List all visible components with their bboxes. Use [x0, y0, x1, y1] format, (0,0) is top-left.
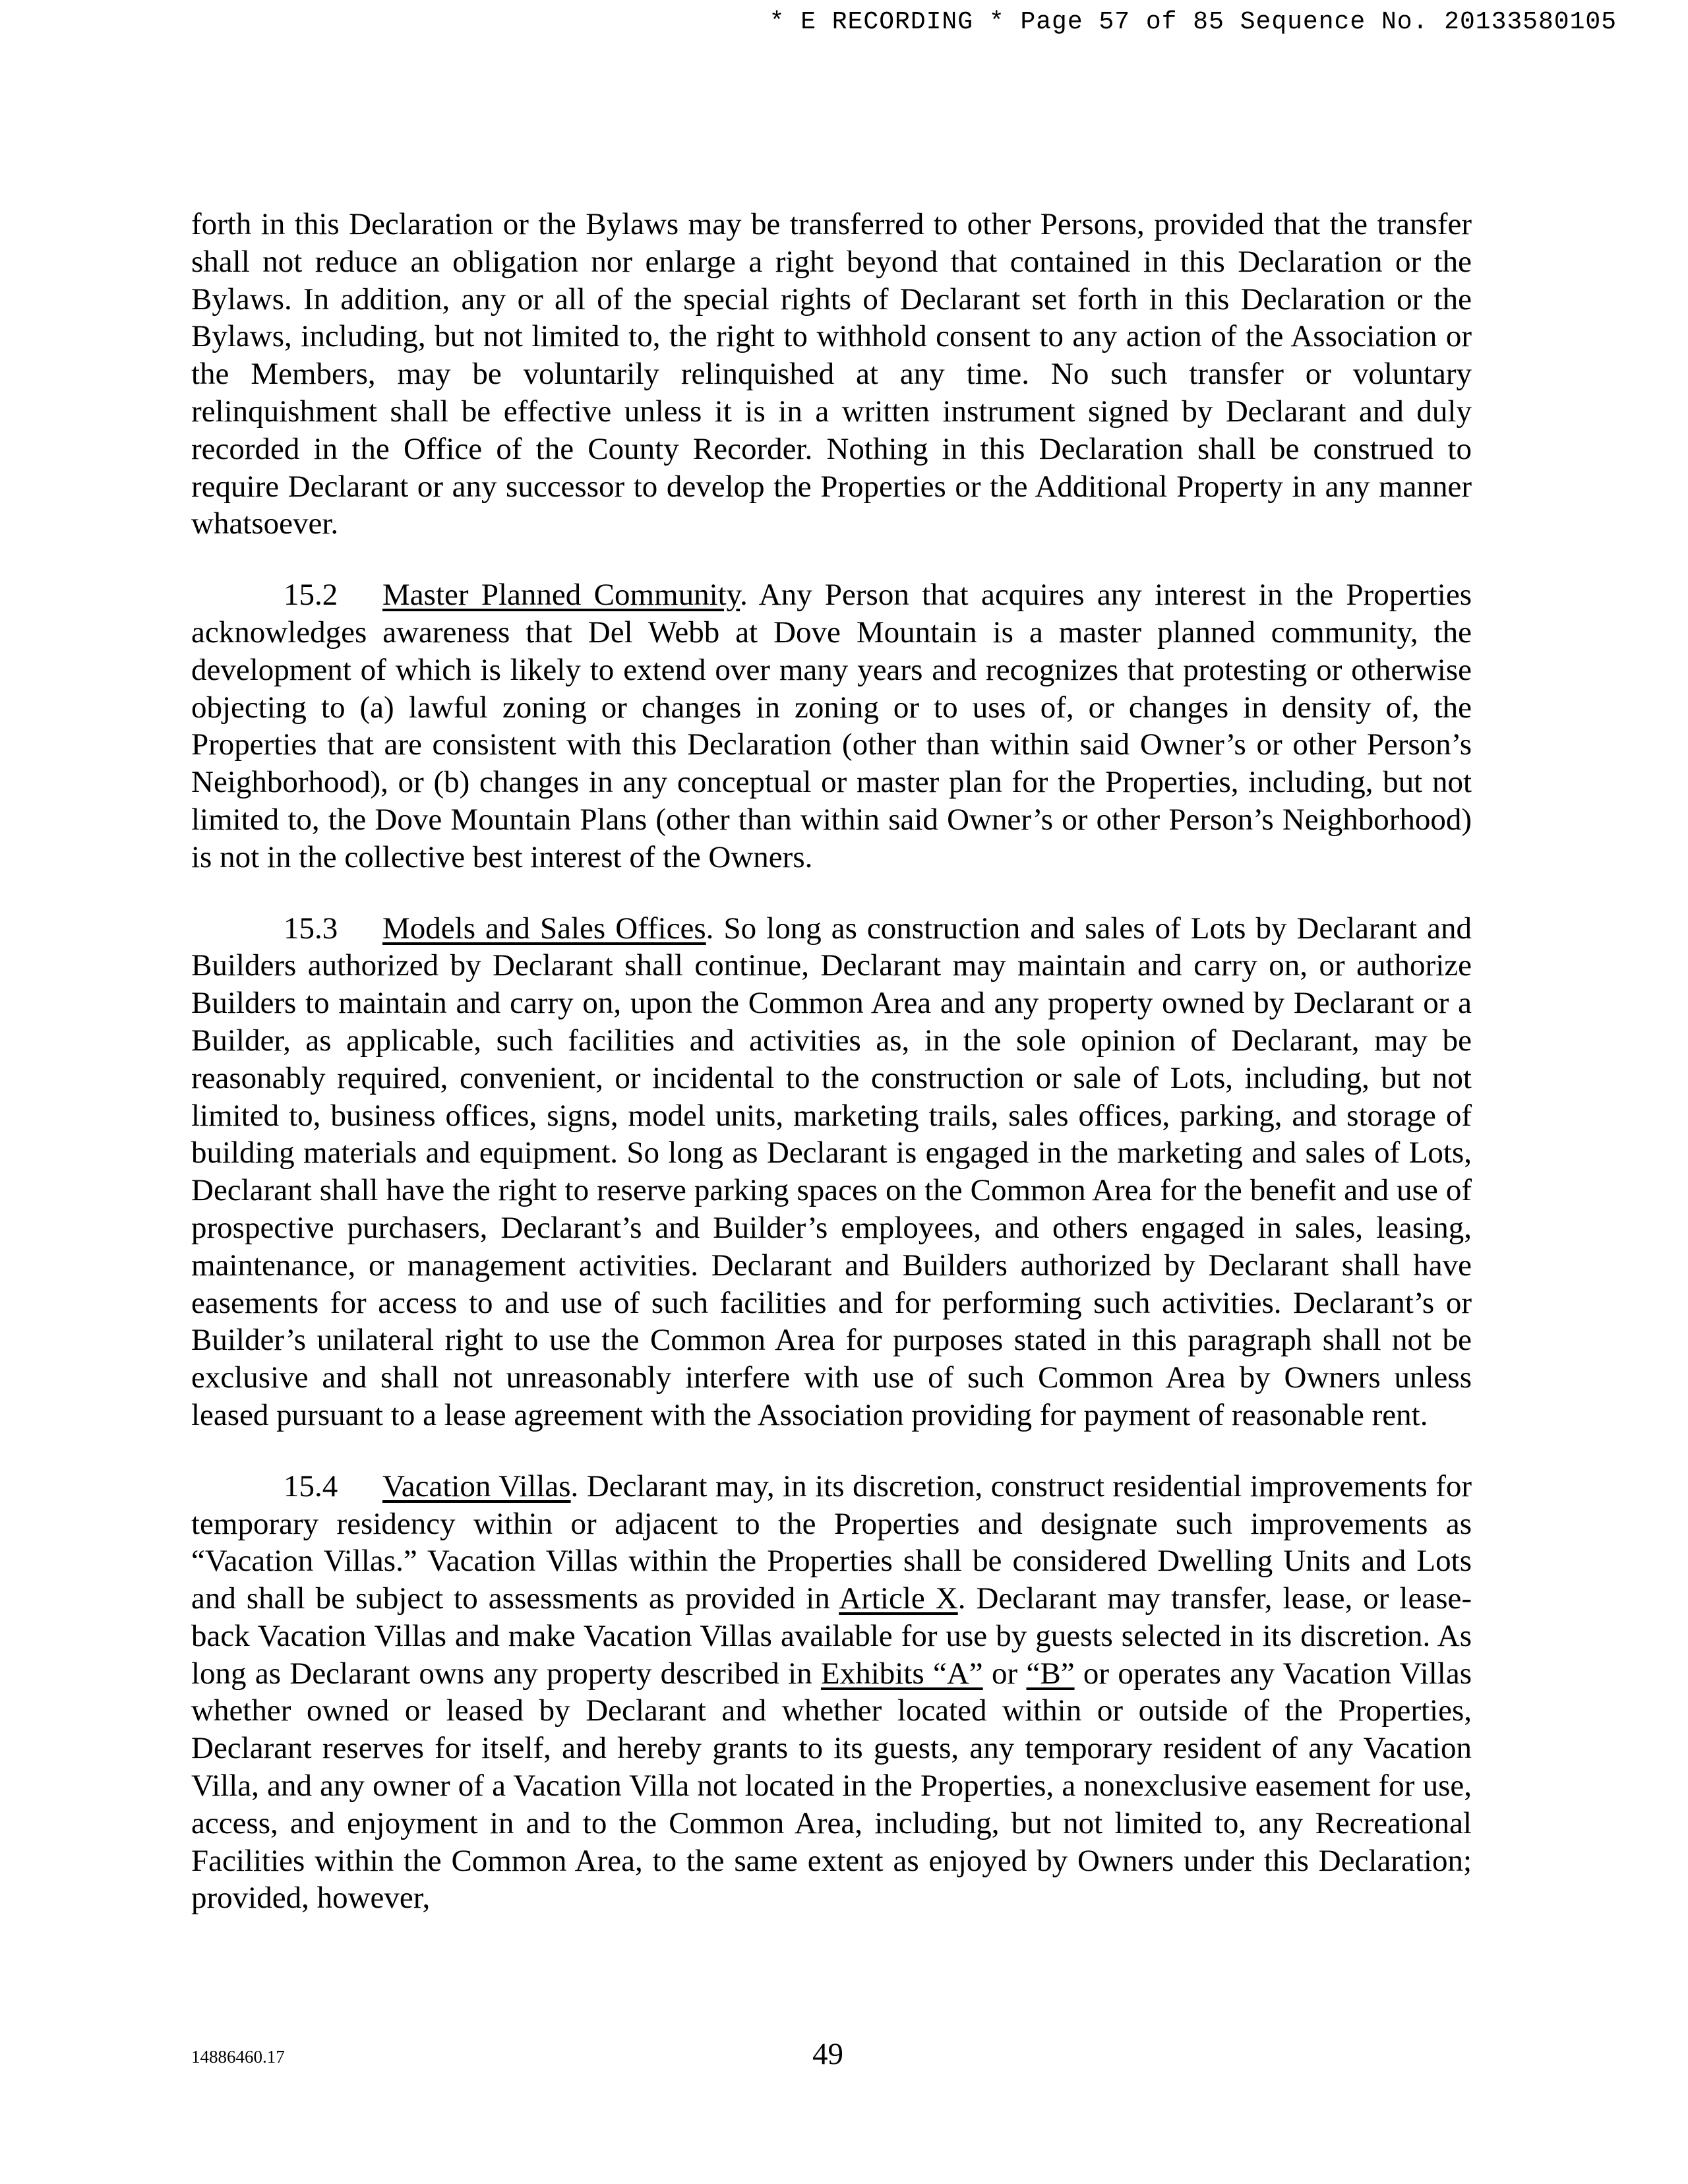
article-reference: Article X — [839, 1581, 958, 1616]
section-15-2 — [191, 576, 1472, 876]
section-heading: Models and Sales Offices — [382, 911, 706, 946]
section-text: . So long as construction and sales of Lots by Declarant and Builders authorized by Declarant shall continue, Declarant may maintain and carry on, or authorize Builders to maintain and carry on, upon the Common Area and any property owned by Declarant or a Builder, as applicable, such facilities and activities as, in the sole opinion of Declarant, may be reasonably required, convenient, or incidental to the construction or sale of Lots, including, but not limited to, business offices, signs, model units, marketing trails, sales offices, parking, and storage of building materials and equipment. So long as Declarant is engaged in the marketing and sales of Lots, Declarant shall have the right to reserve parking spaces on the Common Area for the benefit and use of prospective purchasers, Declarant’s and Builder’s employees, and others engaged in sales, leasing, maintenance, or management activities. Declarant and Builders authorized by Declarant shall have easements for access to and use of such facilities and for performing such activities. Declarant’s or Builder’s unilateral right to use the Common Area for purposes stated in this paragraph shall not be exclusive and shall not unreasonably interfere with use of such Common Area by Owners unless leased pursuant to a lease agreement with the Association providing for payment of reasonable rent. — [191, 911, 1472, 1432]
document-id: 14886460.17 — [191, 2047, 285, 2067]
section-number: 15.3 — [284, 911, 338, 946]
section-heading: Vacation Villas — [382, 1469, 571, 1503]
section-text: . Declarant may, in its discretion, construct residential improvements for temporary residency within or adjacent to the Properties and designate such improvements as “Vacation Villas.” Vacation Villas within the Properties shall be considered Dwelling Units and Lots and shall be subject to assessments as provided in — [191, 1469, 1472, 1616]
section-text: . Declarant may transfer, lease, or lease-back Vacation Villas and make Vacation Villas available for use by guests selected in its discretion. As long as Declarant owns any property described in — [191, 1581, 1472, 1691]
intro-paragraph: forth in this Declaration or the Bylaws may be transferred to other Persons, provided that the transfer shall not reduce an obligation nor enlarge a right beyond that contained in this Declaration or the Bylaws. In addition, any or all of the special rights of Declarant set forth in this Declaration or the Bylaws, including, but not limited to, the right to withhold consent to any action of the Association or the Members, may be voluntarily relinquished at any time. No such transfer or voluntary relinquishment shall be effective unless it is in a written instrument signed by Declarant and duly recorded in the Office of the County Recorder. Nothing in this Declaration shall be construed to require Declarant or any successor to develop the Properties or the Additional Property in any manner whatsoever. — [191, 207, 1472, 541]
section-number: 15.4 — [284, 1469, 338, 1503]
section-text: or operates any Vacation Villas whether owned or leased by Declarant and whether located within or outside of the Properties, Declarant reserves for itself, and hereby grants to its guests, any temporary resident of any Vacation Villa, and any owner of a Vacation Villa not located in the Properties, a nonexclusive easement for use, access, and enjoyment in and to the Common Area, including, but not limited to, any Recreational Facilities within the Common Area, to the same extent as enjoyed by Owners under this Declaration; provided, however, — [191, 1656, 1472, 1916]
document-body — [191, 206, 1472, 1917]
exhibit-reference: Exhibits “A” — [820, 1656, 983, 1691]
section-text: . Any Person that acquires any interest in the Properties acknowledges awareness that Del Webb at Dove Mountain is a master planned community, the development of which is likely to extend over many years and recognizes that protesting or otherwise objecting to (a) lawful zoning or changes in zoning or to uses of, or changes in density of, the Properties that are consistent with this Declaration (other than within said Owner’s or other Person’s Neighborhood), or (b) changes in any conceptual or master plan for the Properties, including, but not limited to, the Dove Mountain Plans (other than within said Owner’s or other Person’s Neighborhood) is not in the collective best interest of the Owners. — [191, 578, 1472, 874]
section-number: 15.2 — [284, 578, 338, 613]
section-text: or — [982, 1656, 1027, 1691]
page-number: 49 — [812, 2037, 843, 2071]
section-heading: Master Planned Community — [382, 578, 740, 613]
exhibit-reference: “B” — [1026, 1656, 1075, 1691]
recording-header: * E RECORDING * Page 57 of 85 Sequence No. 20133580105 — [769, 8, 1617, 36]
section-15-3 — [191, 910, 1472, 1434]
section-15-4 — [191, 1468, 1472, 1918]
